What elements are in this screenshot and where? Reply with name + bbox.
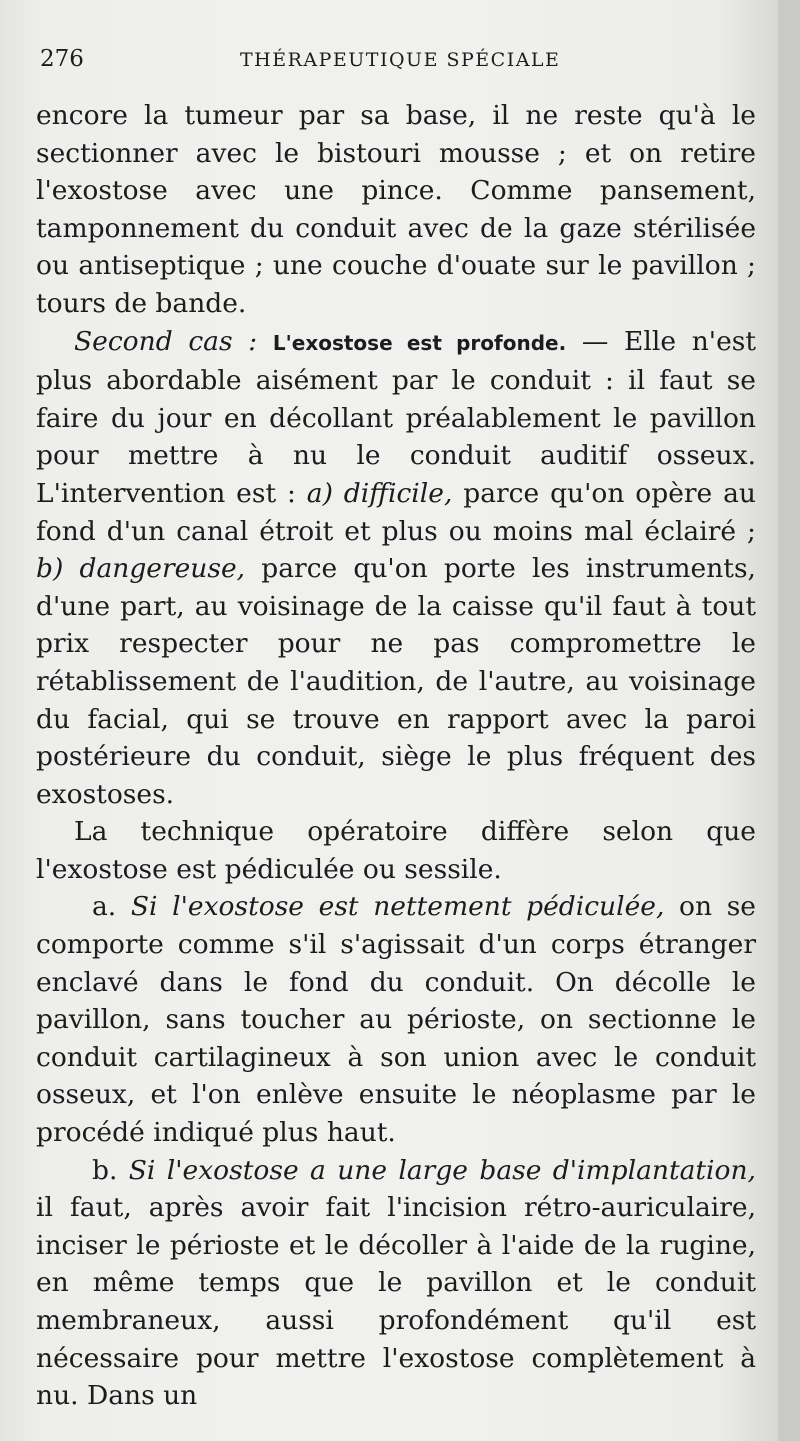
list-label-b: b.: [92, 1154, 118, 1186]
case-b-text: il faut, après avoir fait l'incision rétro-auriculaire, inciser le périoste et le décoller à l'aide de la rugine, en même temps que le pavillon et le conduit membraneux, aussi profondément qu'il est nécessaire pour mettre l'exostose complètement à nu. Dans un: [36, 1192, 756, 1412]
item-marker-a: a): [306, 477, 333, 509]
page-body: [36, 97, 756, 1415]
case-heading: L'exostose est profonde.: [272, 330, 567, 355]
case-a-lead: Si l'exostose est nettement pédiculée,: [130, 891, 665, 923]
list-label-a: a.: [92, 891, 117, 923]
paragraph-second-case: [36, 323, 756, 814]
case-text-1: — Elle n'est plus abordable aisément par le conduit : il faut se faire du jour en décollant préalablement le pavillon pour mettre à nu le conduit auditif osseux. L'intervention est :: [36, 325, 756, 509]
case-lead: Second cas :: [74, 325, 258, 357]
paragraph-case-b: [36, 1152, 756, 1415]
emphasis-difficile: difficile,: [343, 477, 453, 509]
page-number: 276: [40, 46, 84, 72]
case-text-2: parce qu'on opère au fond d'un canal étroit et plus ou moins mal éclairé ;: [36, 477, 756, 547]
item-marker-b: b): [36, 553, 64, 585]
case-b-lead: Si l'exostose a une large base d'implantation,: [128, 1154, 756, 1186]
case-text-3: parce qu'on porte les instruments, d'une part, au voisinage de la caisse qu'il faut à tout prix respecter pour ne pas compromettre le rétablissement de l'audition, de l'autre, au voisinage du facial, qui se trouve en rapport avec la paroi postérieure du conduit, siège le plus fréquent des exostoses.: [36, 553, 756, 810]
paragraph-technique: La technique opératoire diffère selon que l'exostose est pédiculée ou sessile.: [36, 816, 756, 885]
paragraph-case-a: [36, 888, 756, 1151]
case-a-text: on se comporte comme s'il s'agissait d'un corps étranger enclavé dans le fond du conduit. On décolle le pavillon, sans toucher au périoste, on sectionne le conduit cartilagineux à son union avec le conduit osseux, et l'on enlève ensuite le néoplasme par le procédé indiqué plus haut.: [36, 891, 756, 1149]
emphasis-dangereuse: dangereuse,: [79, 553, 246, 585]
paragraph-continuation: encore la tumeur par sa base, il ne reste qu'à le sectionner avec le bistouri mousse ; et on retire l'exostose avec une pince. Comme pansement, tamponnement du conduit avec de la gaze stérilisée ou antiseptique ; une couche d'ouate sur le pavillon ; tours de bande.: [36, 100, 756, 319]
running-header: [40, 46, 738, 76]
running-title: THÉRAPEUTIQUE SPÉCIALE: [240, 49, 561, 71]
